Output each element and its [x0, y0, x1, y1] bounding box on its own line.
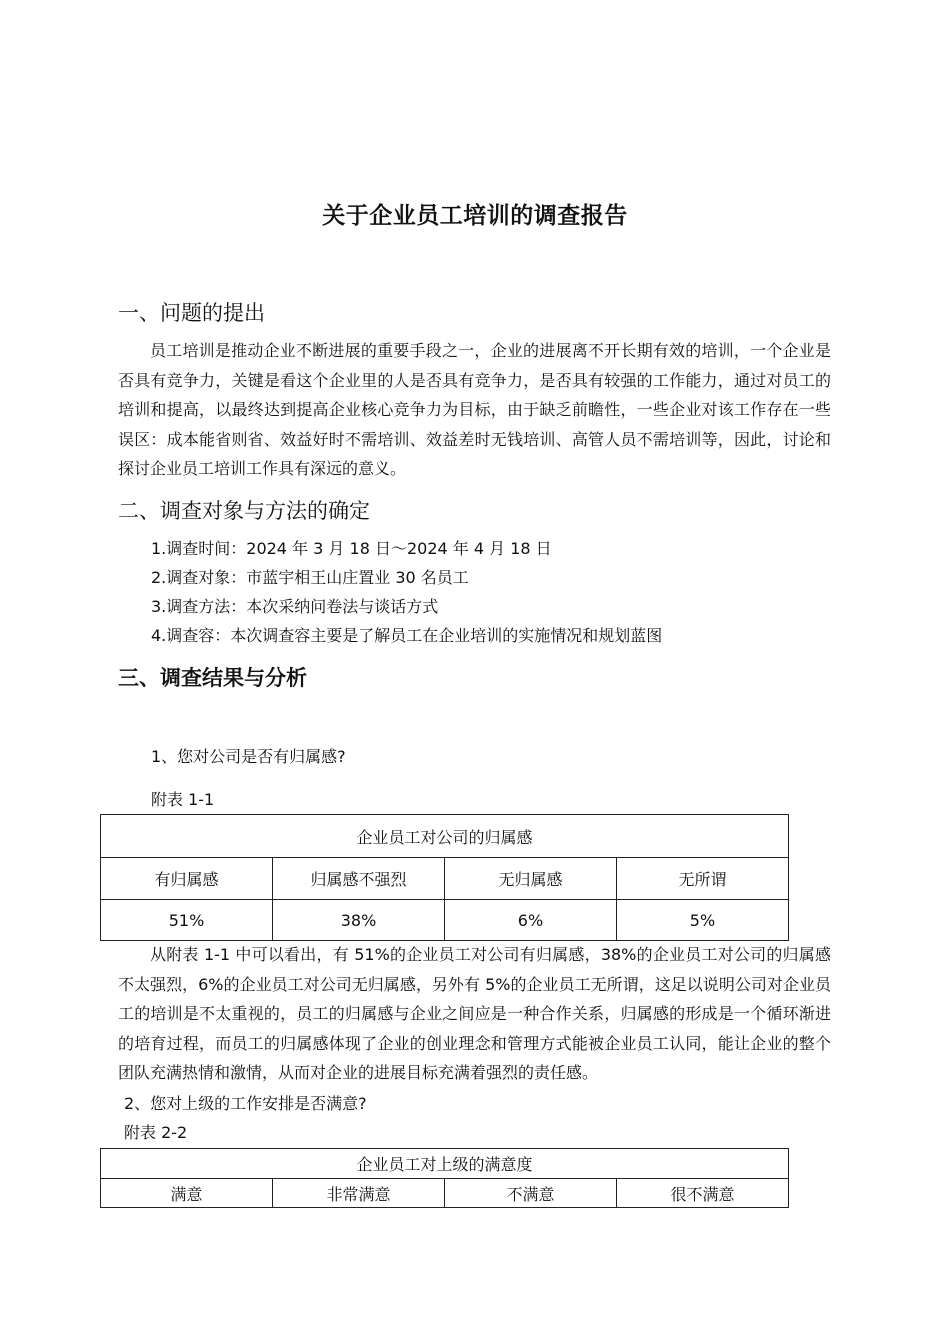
survey-subject: 2.调查对象：市蓝宇相王山庄置业 30 名员工 [151, 568, 469, 587]
table-1-label: 附表 1-1 [151, 790, 215, 809]
table-1-header-cell: 有归属感 [101, 858, 273, 900]
section-1-heading: 一、问题的提出 [118, 301, 265, 325]
table-1 [100, 814, 789, 941]
question-2: 2、您对上级的工作安排是否满意? [124, 1094, 367, 1113]
question-1: 1、您对公司是否有归属感? [151, 747, 346, 766]
table-2-header-cell: 不满意 [445, 1179, 617, 1208]
table-1-title: 企业员工对公司的归属感 [101, 815, 789, 858]
table-1-value-cell: 6% [445, 900, 617, 941]
table-1-value-cell: 51% [101, 900, 273, 941]
table-1-value-cell: 38% [273, 900, 445, 941]
survey-content: 4.调查容：本次调查容主要是了解员工在企业培训的实施情况和规划蓝图 [151, 626, 663, 645]
section-3-heading: 三、调查结果与分析 [118, 666, 307, 690]
table-1-analysis: 从附表 1-1 中可以看出，有 51%的企业员工对公司有归属感，38%的企业员工对公司的归属感不太强烈，6%的企业员工对公司无归属感，另外有 5%的企业员工无所谓，这足以说明公司对企业员工的培训是不太重视的，员工的归属感与企业之间应是一种合作关系，归属感的形成是一个循环渐进的培育过程，而员工的归属感体现了企业的创业理念和管理方式能被企业员工认同，能让企业的整个团队充满热情和激情，从而对企业的进展目标充满着强烈的责任感。 [118, 945, 831, 1082]
table-2 [100, 1148, 789, 1208]
table-2-title: 企业员工对上级的满意度 [101, 1149, 789, 1179]
table-1-header-cell: 无归属感 [445, 858, 617, 900]
section-2-heading: 二、调查对象与方法的确定 [118, 499, 370, 523]
table-2-header-cell: 很不满意 [617, 1179, 789, 1208]
table-2-header-cell: 满意 [101, 1179, 273, 1208]
survey-time: 1.调查时间：2024 年 3 月 18 日～2024 年 4 月 18 日 [151, 539, 552, 558]
table-1-value-cell: 5% [617, 900, 789, 941]
document-title: 关于企业员工培训的调查报告 [322, 203, 628, 229]
table-2-label: 附表 2-2 [124, 1123, 188, 1142]
section-1-paragraph: 员工培训是推动企业不断进展的重要手段之一，企业的进展离不开长期有效的培训，一个企业是否具有竞争力，关键是看这个企业里的人是否具有竞争力，是否具有较强的工作能力，通过对员工的培训和提高，以最终达到提高企业核心竞争力为目标，由于缺乏前瞻性，一些企业对该工作存在一些误区：成本能省则省、效益好时不需培训、效益差时无钱培训、高管人员不需培训等，因此，讨论和探讨企业员工培训工作具有深远的意义。 [118, 341, 831, 478]
table-1-header-cell: 归属感不强烈 [273, 858, 445, 900]
survey-method: 3.调查方法：本次采纳问卷法与谈话方式 [151, 597, 439, 616]
table-2-header-cell: 非常满意 [273, 1179, 445, 1208]
table-1-header-cell: 无所谓 [617, 858, 789, 900]
